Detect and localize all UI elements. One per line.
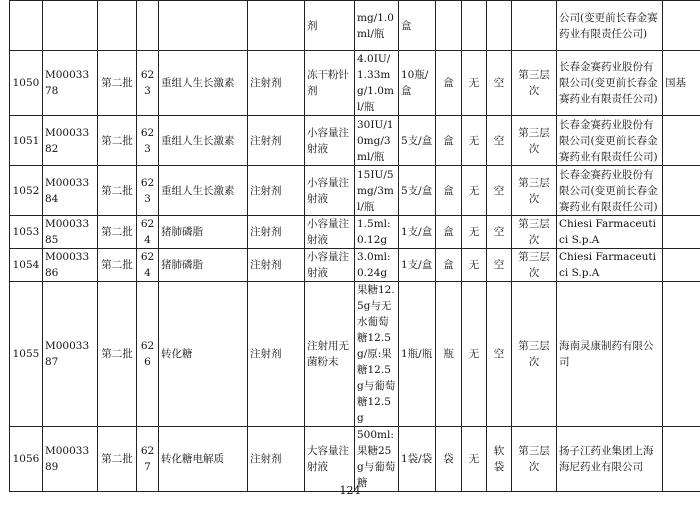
flag-cell	[462, 1, 487, 51]
flag-cell: 无	[462, 249, 487, 282]
dosage-form-cell: 小容量注射液	[305, 249, 355, 282]
number-cell: 624	[137, 249, 159, 282]
route-cell: 注射剂	[248, 249, 305, 282]
flag-cell: 无	[462, 116, 487, 166]
number-cell: 624	[137, 216, 159, 249]
spec-cell: 4.0IU/1.33mg/1.0ml/瓶	[355, 51, 399, 116]
number-cell: 623	[137, 51, 159, 116]
unit-cell: 瓶	[436, 282, 462, 427]
number-cell: 626	[137, 282, 159, 427]
note-cell	[663, 427, 700, 492]
seq-cell: 1051	[10, 116, 43, 166]
material-cell: 空	[487, 249, 512, 282]
table-row	[10, 51, 700, 116]
package-cell: 1支/盒	[399, 249, 436, 282]
level-cell: 第三层次	[512, 51, 557, 116]
seq-cell: 1056	[10, 427, 43, 492]
material-cell: 空	[487, 216, 512, 249]
page-number: 124	[339, 484, 361, 497]
unit-cell: 盒	[436, 51, 462, 116]
unit-cell: 袋	[436, 427, 462, 492]
material-cell: 空	[487, 51, 512, 116]
dosage-form-cell: 剂	[305, 1, 355, 51]
note-cell	[663, 282, 700, 427]
note-cell: 国基	[663, 51, 700, 116]
drug-name-cell: 重组人生长激素	[159, 166, 248, 216]
level-cell: 第三层次	[512, 249, 557, 282]
dosage-form-cell: 大容量注射液	[305, 427, 355, 492]
company-cell: Chiesi Farmaceutici S.p.A	[557, 249, 663, 282]
batch-cell: 第二批	[98, 116, 137, 166]
number-cell	[137, 1, 159, 51]
note-cell	[663, 216, 700, 249]
drug-name-cell	[159, 1, 248, 51]
package-cell: 盒	[399, 1, 436, 51]
note-cell	[663, 249, 700, 282]
seq-cell: 1052	[10, 166, 43, 216]
batch-cell	[98, 1, 137, 51]
seq-cell: 1054	[10, 249, 43, 282]
package-cell: 5支/盒	[399, 166, 436, 216]
drug-name-cell: 猪肺磷脂	[159, 216, 248, 249]
unit-cell: 盒	[436, 166, 462, 216]
route-cell: 注射剂	[248, 282, 305, 427]
route-cell: 注射剂	[248, 427, 305, 492]
flag-cell: 无	[462, 216, 487, 249]
dosage-form-cell: 小容量注射液	[305, 166, 355, 216]
company-cell: 公司(变更前长春金赛药业有限责任公司)	[557, 1, 663, 51]
code-cell: M0003378	[43, 51, 98, 116]
seq-cell: 1053	[10, 216, 43, 249]
spec-cell: 果糖12.5g与无水葡萄糖12.5g/原:果糖12.5g与葡萄糖12.5g	[355, 282, 399, 427]
note-cell	[663, 116, 700, 166]
flag-cell: 无	[462, 51, 487, 116]
batch-cell: 第二批	[98, 427, 137, 492]
spec-cell: 1.5ml:0.12g	[355, 216, 399, 249]
batch-cell: 第二批	[98, 282, 137, 427]
code-cell	[43, 1, 98, 51]
batch-cell: 第二批	[98, 216, 137, 249]
material-cell: 软袋	[487, 427, 512, 492]
table-row	[10, 249, 700, 282]
batch-cell: 第二批	[98, 51, 137, 116]
package-cell: 10瓶/盒	[399, 51, 436, 116]
table-row	[10, 282, 700, 427]
note-cell	[663, 1, 700, 51]
level-cell: 第三层次	[512, 216, 557, 249]
company-cell: 长春金赛药业股份有限公司(变更前长春金赛药业有限责任公司)	[557, 116, 663, 166]
drug-table	[9, 0, 700, 492]
company-cell: 长春金赛药业股份有限公司(变更前长春金赛药业有限责任公司)	[557, 51, 663, 116]
drug-name-cell: 重组人生长激素	[159, 51, 248, 116]
note-cell	[663, 166, 700, 216]
drug-name-cell: 猪肺磷脂	[159, 249, 248, 282]
code-cell: M0003384	[43, 166, 98, 216]
spec-cell: 15IU/5mg/3ml/瓶	[355, 166, 399, 216]
level-cell: 第三层次	[512, 282, 557, 427]
flag-cell: 无	[462, 166, 487, 216]
table-row	[10, 1, 700, 51]
route-cell: 注射剂	[248, 166, 305, 216]
material-cell: 空	[487, 282, 512, 427]
seq-cell: 1055	[10, 282, 43, 427]
number-cell: 623	[137, 116, 159, 166]
route-cell: 注射剂	[248, 51, 305, 116]
seq-cell: 1050	[10, 51, 43, 116]
route-cell: 注射剂	[248, 216, 305, 249]
spec-cell: 30IU/10mg/3ml/瓶	[355, 116, 399, 166]
batch-cell: 第二批	[98, 249, 137, 282]
route-cell: 注射剂	[248, 116, 305, 166]
package-cell: 1袋/袋	[399, 427, 436, 492]
level-cell: 第三层次	[512, 166, 557, 216]
company-cell: 长春金赛药业股份有限公司(变更前长春金赛药业有限责任公司)	[557, 166, 663, 216]
table-row	[10, 116, 700, 166]
package-cell: 1瓶/瓶	[399, 282, 436, 427]
material-cell	[487, 1, 512, 51]
unit-cell: 盒	[436, 116, 462, 166]
drug-name-cell: 重组人生长激素	[159, 116, 248, 166]
table-row	[10, 166, 700, 216]
dosage-form-cell: 小容量注射液	[305, 216, 355, 249]
table-row	[10, 427, 700, 492]
level-cell: 第三层次	[512, 116, 557, 166]
code-cell: M0003389	[43, 427, 98, 492]
drug-name-cell: 转化糖电解质	[159, 427, 248, 492]
level-cell: 第三层次	[512, 427, 557, 492]
code-cell: M0003386	[43, 249, 98, 282]
number-cell: 627	[137, 427, 159, 492]
company-cell: 海南灵康制药有限公司	[557, 282, 663, 427]
drug-name-cell: 转化糖	[159, 282, 248, 427]
route-cell	[248, 1, 305, 51]
dosage-form-cell: 小容量注射液	[305, 116, 355, 166]
unit-cell: 盒	[436, 216, 462, 249]
batch-cell: 第二批	[98, 166, 137, 216]
number-cell: 623	[137, 166, 159, 216]
flag-cell: 无	[462, 282, 487, 427]
unit-cell: 盒	[436, 249, 462, 282]
seq-cell	[10, 1, 43, 51]
material-cell: 空	[487, 116, 512, 166]
code-cell: M0003387	[43, 282, 98, 427]
table-row	[10, 216, 700, 249]
spec-cell: 500ml:果糖25g与葡萄糖	[355, 427, 399, 492]
material-cell: 空	[487, 166, 512, 216]
code-cell: M0003385	[43, 216, 98, 249]
spec-cell: 3.0ml:0.24g	[355, 249, 399, 282]
package-cell: 1支/盒	[399, 216, 436, 249]
dosage-form-cell: 注射用无菌粉末	[305, 282, 355, 427]
level-cell	[512, 1, 557, 51]
package-cell: 5支/盒	[399, 116, 436, 166]
flag-cell: 无	[462, 427, 487, 492]
company-cell: Chiesi Farmaceutici S.p.A	[557, 216, 663, 249]
code-cell: M0003382	[43, 116, 98, 166]
unit-cell	[436, 1, 462, 51]
dosage-form-cell: 冻干粉针剂	[305, 51, 355, 116]
company-cell: 扬子江药业集团上海海尼药业有限公司	[557, 427, 663, 492]
spec-cell: mg/1.0ml/瓶	[355, 1, 399, 51]
